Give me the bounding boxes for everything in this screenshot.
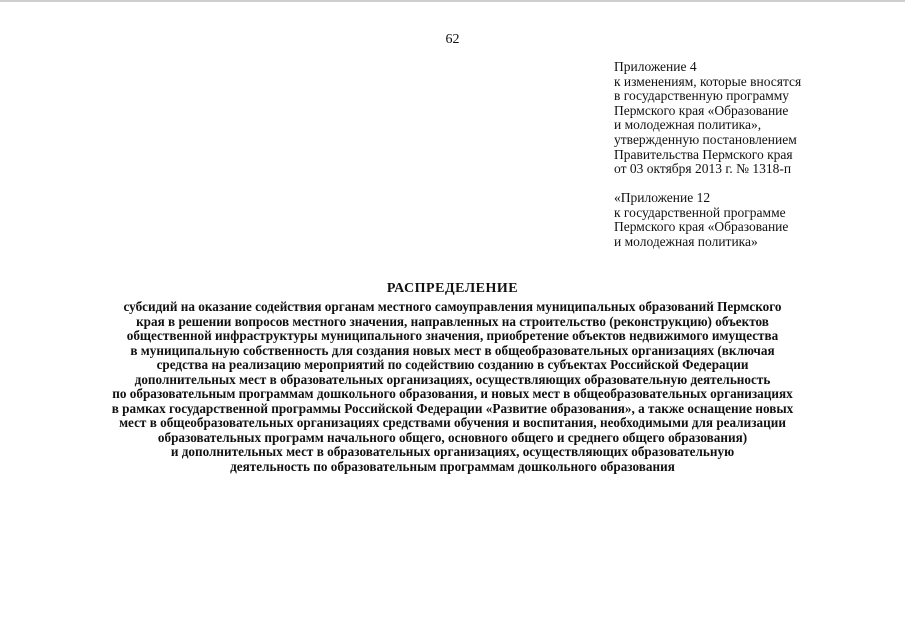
subtitle-line: субсидий на оказание содействия органам местного самоуправления муниципальных образований Пермского	[123, 299, 782, 314]
annex-amendment-line: Пермского края «Образование	[614, 102, 789, 118]
subtitle-line: мест в общеобразовательных организациях средствами обучения и воспитания, необходимыми для реализации	[119, 415, 786, 430]
annex-amendment-line: от 03 октября 2013 г. № 1318-п	[614, 161, 792, 177]
annex-program-line: «Приложение 12	[614, 190, 711, 205]
annex-amendment-line: к изменениям, которые вносятся	[614, 73, 802, 89]
subtitle-line: по образовательным программам дошкольного образования, и новых мест в общеобразовательных организациях	[112, 386, 793, 401]
subtitle-line: деятельность по образовательным программам дошкольного образования	[230, 458, 675, 474]
subtitle-line: дополнительных мест в образовательных организациях, осуществляющих образовательную деятельность	[134, 371, 771, 387]
annex-amendment-line: и молодежная политика»,	[614, 117, 762, 133]
subtitle-line: образовательных программ начального общего, основного общего и среднего общего образования)	[157, 429, 748, 445]
document-title: РАСПРЕДЕЛЕНИЕ	[386, 281, 519, 296]
top-border-line	[0, 0, 905, 2]
annex-program-block	[614, 191, 894, 249]
annex-program-line: Пермского края «Образование	[614, 219, 789, 235]
annex-amendment-line: Приложение 4	[614, 59, 697, 74]
subtitle-line: средства на реализацию мероприятий по содействию созданию в субъектах Российской Федерации	[156, 357, 749, 372]
annex-amendment-line: Правительства Пермского края	[614, 146, 793, 162]
annex-amendment-line: в государственную программу	[614, 88, 790, 104]
annex-program-line: и молодежная политика»	[614, 233, 758, 249]
document-subtitle	[0, 300, 905, 474]
subtitle-line: в муниципальную собственность для создания новых мест в общеобразовательных организациях (включая	[130, 342, 775, 358]
page-number: 62	[445, 32, 460, 47]
subtitle-line: края в решении вопросов местного значения, направленных на строительство (реконструкцию) объектов	[136, 313, 769, 329]
annex-amendment-block	[614, 60, 894, 177]
subtitle-line: общественной инфраструктуры муниципального значения, приобретение объектов недвижимого имущества	[126, 328, 779, 343]
annex-program-line: к государственной программе	[614, 204, 786, 220]
subtitle-line: в рамках государственной программы Российской Федерации «Развитие образования», а также оснащение новых	[111, 400, 794, 416]
subtitle-line: и дополнительных мест в образовательных организациях, осуществляющих образовательную	[170, 444, 735, 459]
annex-amendment-line: утвержденную постановлением	[614, 131, 797, 147]
